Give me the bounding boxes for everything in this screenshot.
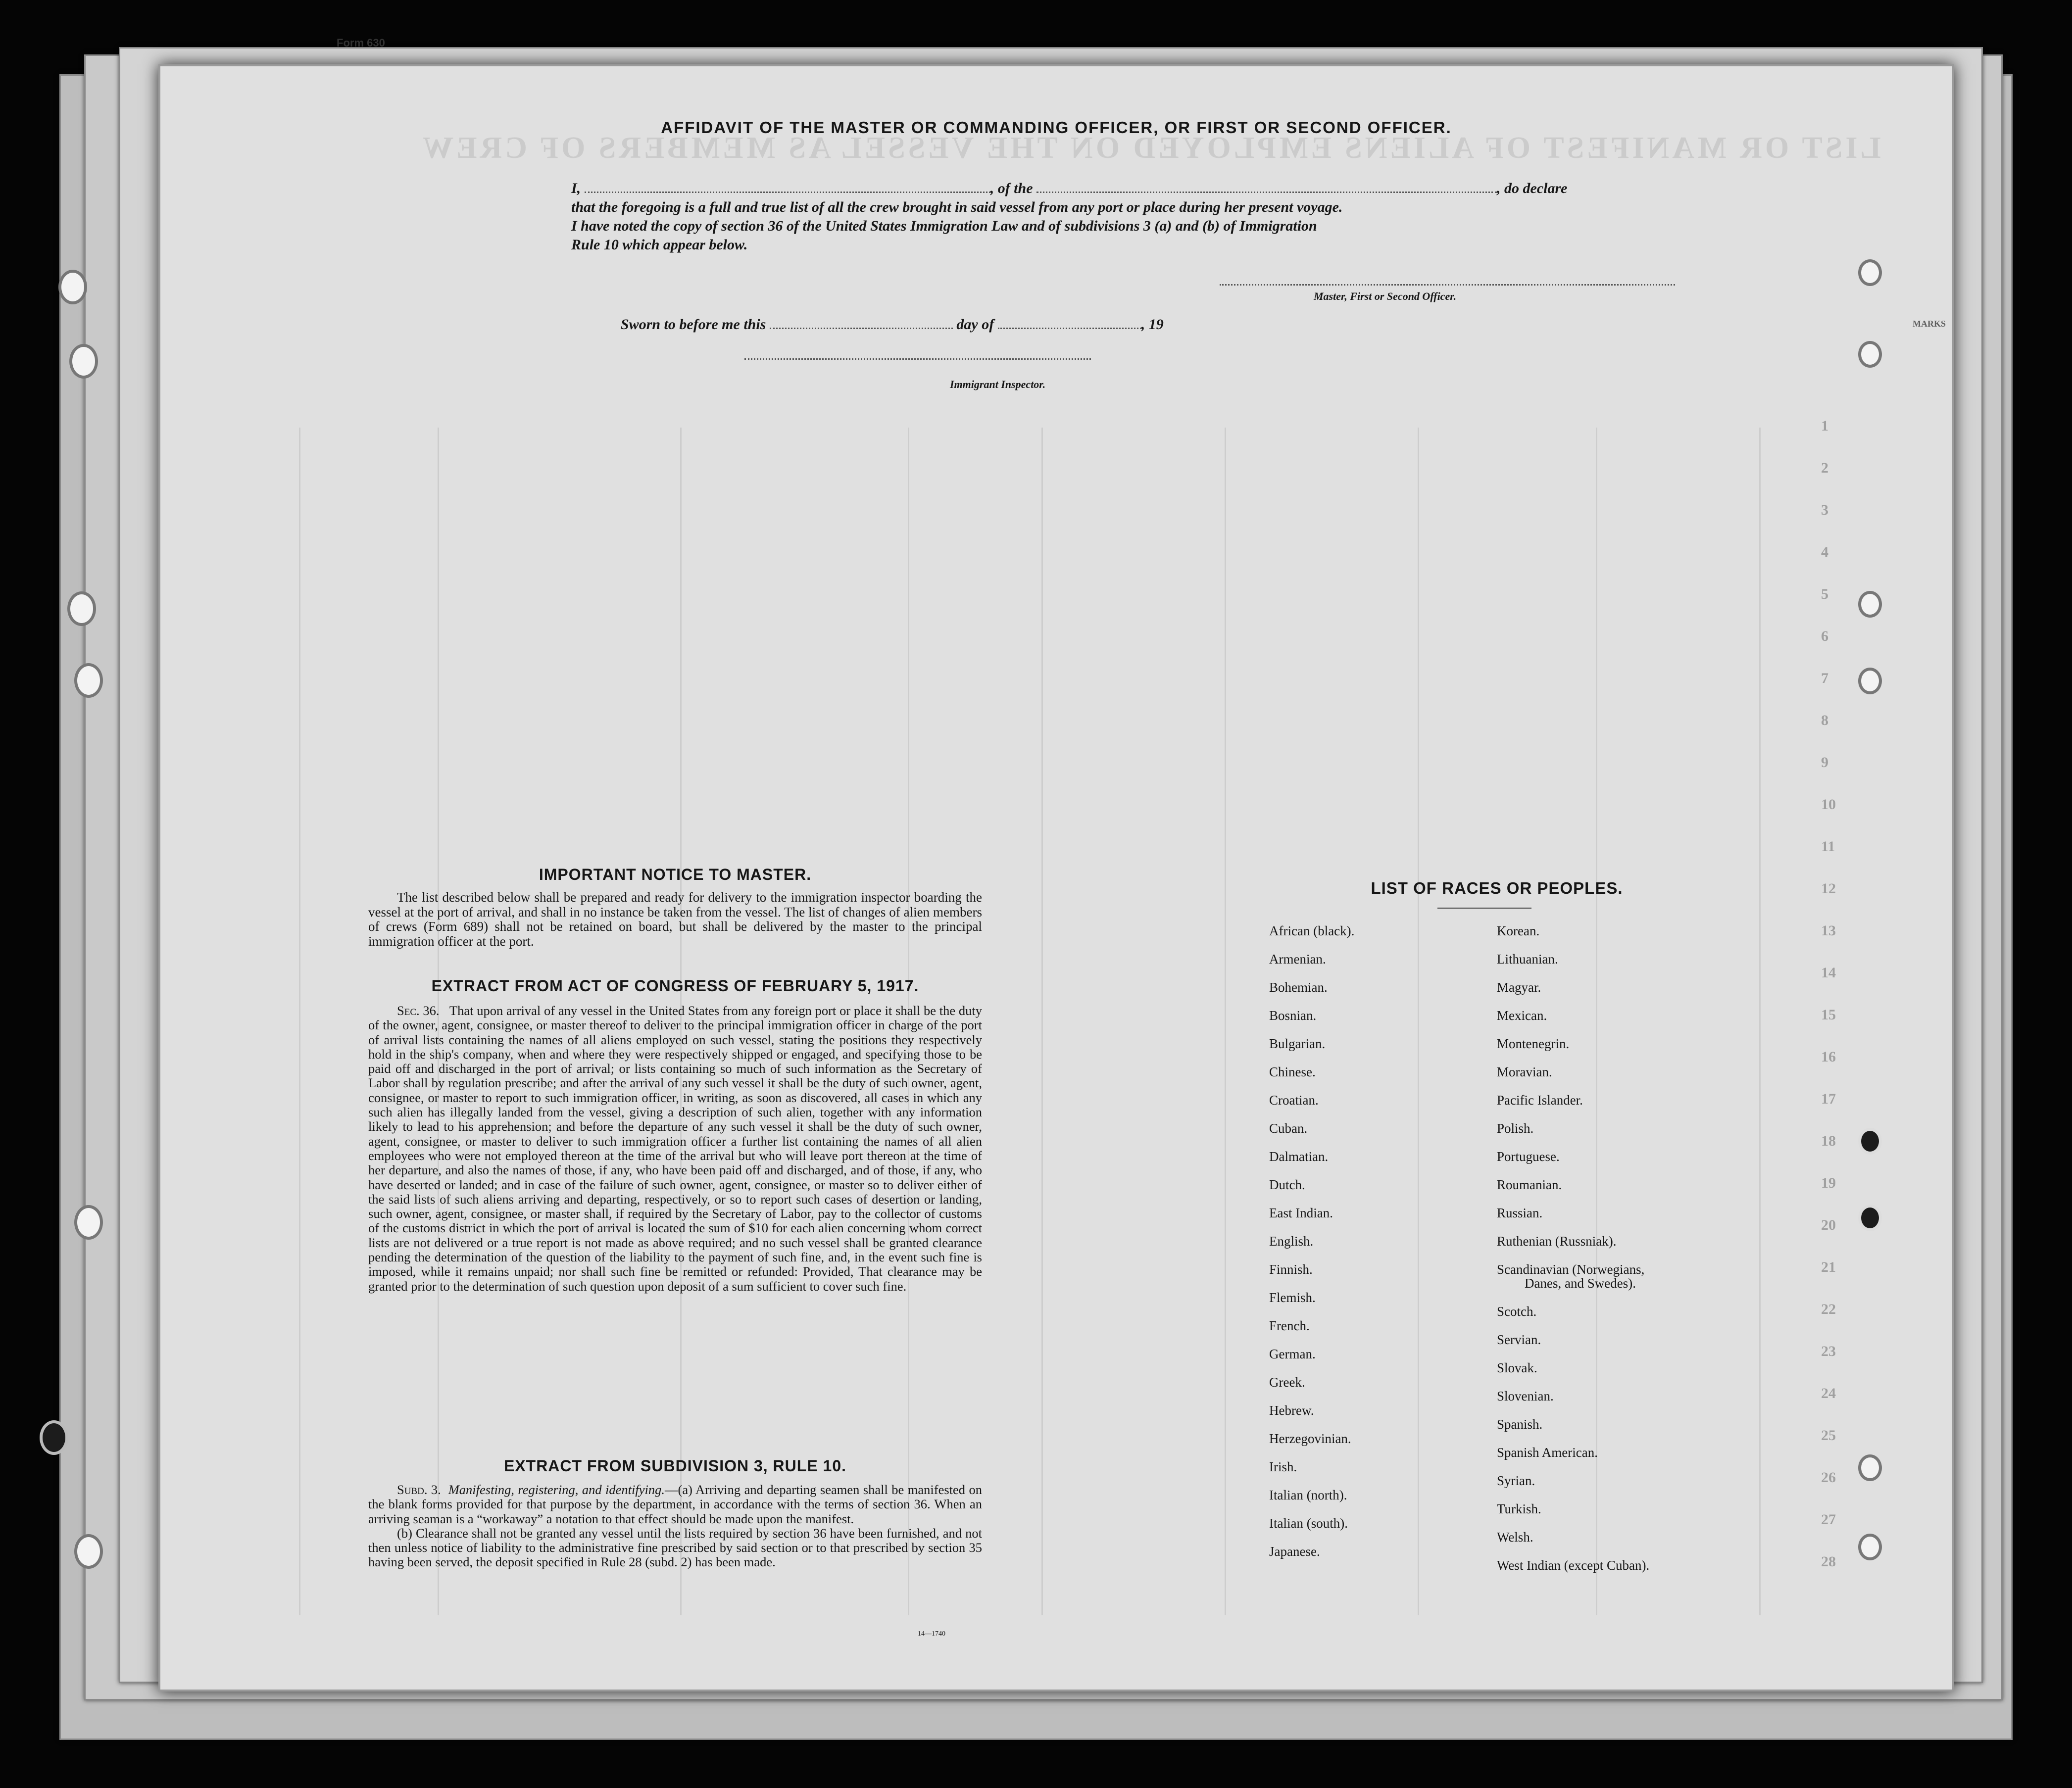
races-title-rule — [1437, 908, 1531, 909]
affidavit-title: AFFIDAVIT OF THE MASTER OR COMMANDING OFFICER, OR FIRST OR SECOND OFFICER. — [661, 118, 1452, 137]
bleed-through-row-number: 4 — [1821, 544, 1828, 560]
bleed-through-row-number: 11 — [1821, 838, 1835, 855]
subd-3-heading: Manifesting, registering, and identifying. — [448, 1482, 665, 1497]
race-item: Croatian. — [1269, 1093, 1319, 1108]
bleed-through-row-number: 16 — [1821, 1049, 1836, 1065]
bleed-through-row-number: 22 — [1821, 1301, 1836, 1317]
bleed-through-rule — [1225, 428, 1226, 1615]
race-item: Mexican. — [1497, 1008, 1547, 1023]
punch-hole — [1858, 1128, 1882, 1155]
bleed-through-rule — [299, 428, 300, 1615]
officer-name-field[interactable] — [585, 192, 990, 193]
race-item: Hebrew. — [1269, 1403, 1314, 1418]
race-item: Bulgarian. — [1269, 1036, 1326, 1051]
section-36-label: Sec. 36. — [397, 1003, 440, 1018]
races-title: LIST OF RACES OR PEOPLES. — [1371, 879, 1623, 897]
bleed-through-rule — [1759, 428, 1761, 1615]
inspector-signature-field[interactable] — [744, 358, 1091, 360]
bleed-through-row-number: 7 — [1821, 670, 1828, 686]
race-item: Pacific Islander. — [1497, 1093, 1583, 1108]
extract-act-text — [368, 1004, 982, 1294]
race-item: Bosnian. — [1269, 1008, 1317, 1023]
race-item: West Indian (except Cuban). — [1497, 1558, 1650, 1573]
subd-3-a-paragraph: —(a) Arriving and departing seamen shall be manifested on the blank forms provided for that purpose by the department, in accordance with the terms of section 36. When an arriving seaman is a “workaway” a notation to that effect should be made upon the manifest. — [368, 1482, 982, 1526]
punch-hole — [1858, 1534, 1882, 1560]
race-item: Scandinavian (Norwegians, — [1497, 1262, 1645, 1277]
master-signature-label: Master, First or Second Officer. — [1314, 290, 1457, 302]
bleed-through-marks: MARKS — [1913, 319, 1946, 329]
bleed-through-title: LIST OR MANIFEST OF ALIENS EMPLOYED ON THE VESSEL AS MEMBERS OF CREW — [420, 131, 1881, 165]
race-item: Magyar. — [1497, 980, 1541, 995]
punch-hole — [74, 1534, 103, 1569]
punch-hole — [1858, 1454, 1882, 1481]
bleed-through-row-number: 5 — [1821, 586, 1828, 602]
bleed-through-rule — [1418, 428, 1419, 1615]
race-item: Spanish. — [1497, 1417, 1543, 1432]
race-item: Roumanian. — [1497, 1177, 1562, 1192]
extract-rule-title: EXTRACT FROM SUBDIVISION 3, RULE 10. — [503, 1457, 847, 1475]
manifest-sheet — [158, 64, 1954, 1691]
notice-paragraph: The list described below shall be prepared and ready for delivery to the immigration inspector boarding the vessel at the port of arrival, and shall in no instance be taken from the vessel. The list of changes of alien members of crews (Form 689) shall not be retained on board, but shall be delivered by the master to the principal immigration officer at the port. — [368, 890, 982, 949]
bleed-through-row-number: 23 — [1821, 1343, 1836, 1359]
race-item: Greek. — [1269, 1375, 1305, 1390]
race-item: Moravian. — [1497, 1064, 1552, 1079]
affidavit-of-the: , of the — [990, 180, 1033, 196]
master-signature-field[interactable] — [1220, 284, 1675, 286]
bleed-through-row-number: 9 — [1821, 754, 1828, 771]
bleed-through-row-number: 26 — [1821, 1469, 1836, 1486]
bleed-through-row-number: 25 — [1821, 1427, 1836, 1444]
affidavit-declaration — [571, 180, 1720, 253]
bleed-through-row-number: 18 — [1821, 1133, 1836, 1149]
race-item: Danes, and Swedes). — [1525, 1276, 1636, 1291]
year-prefix: , 19 — [1141, 316, 1164, 333]
bleed-through-row-number: 1 — [1821, 418, 1828, 434]
race-item: Lithuanian. — [1497, 952, 1558, 966]
race-item: Servian. — [1497, 1332, 1541, 1347]
race-item: Polish. — [1497, 1121, 1534, 1136]
race-item: Montenegrin. — [1497, 1036, 1570, 1051]
sworn-month-field[interactable] — [998, 328, 1141, 329]
day-of-label: day of — [956, 316, 994, 333]
race-item: Syrian. — [1497, 1473, 1535, 1488]
bleed-through-row-number: 10 — [1821, 796, 1836, 813]
subd-3-label: Subd. 3. — [397, 1482, 441, 1497]
bleed-through-row-number: 28 — [1821, 1553, 1836, 1570]
race-item: Scotch. — [1497, 1304, 1537, 1319]
race-item: Cuban. — [1269, 1121, 1308, 1136]
bleed-through-row-number: 3 — [1821, 502, 1828, 518]
punch-hole — [1858, 259, 1882, 286]
race-item: German. — [1269, 1347, 1316, 1361]
form-stamp: Form 630 — [337, 37, 385, 49]
race-item: Italian (south). — [1269, 1516, 1348, 1531]
notice-title: IMPORTANT NOTICE TO MASTER. — [539, 866, 812, 883]
punch-hole — [1858, 1205, 1882, 1231]
punch-hole — [1858, 668, 1882, 694]
punch-hole — [1858, 591, 1882, 618]
race-item: Spanish American. — [1497, 1445, 1598, 1460]
sworn-line — [621, 316, 1164, 333]
section-36-paragraph: That upon arrival of any vessel in the United States from any foreign port or place it shall be the duty of the owner, agent, consignee, or master thereof to deliver to the principal immigration officer in charge of the port of arrival lists containing the names of all aliens employed on such vessel, stating the positions they respectively hold in the ship's company, when and where they were respectively shipped or engaged, and specifying those to be paid off and discharged in the port of arrival; or lists containing so much of such information as the Secretary of Labor shall by regulation prescribe; and after the arrival of any such vessel it shall be the duty of such owner, agent, consignee, or master to report to such immigration officer, in writing, as soon as discovered, all cases in which any such alien has illegally landed from the vessel, giving a description of such alien, together with any information likely to lead to his apprehension; and before the departure of any such vessel it shall be the duty of such owner, agent, consignee, or master to deliver to such immigration officer a further list containing the names of all alien employees who were not employed thereon at the time of the arrival but who will leave port thereon at the time of her departure, and also the names of those, if any, who have been paid off and discharged, and of those, if any, who have deserted or landed; and in case of the failure of such owner, agent, consignee, or master so to deliver either of the said lists of such aliens arriving and departing, respectively, or so to report such cases of desertion or landing, such owner, agent, consignee, or master shall, if required by the Secretary of Labor, pay to the collector of customs of the customs district in which the port of arrival is located the sum of $10 for each alien concerning whom correct lists are not delivered or a true report is not made as above required; and no such vessel shall be granted clearance pending the determination of the question of the liability to the payment of such fine, and, in the event such fine is imposed, while it remains unpaid; nor shall such fine be remitted or refunded: Provided, That clearance may be granted prior to the determination of such question upon deposit of a sum sufficient to cover such fine. — [368, 1003, 983, 1294]
punch-hole — [1858, 341, 1882, 368]
bleed-through-row-number: 21 — [1821, 1259, 1836, 1275]
extract-act-title: EXTRACT FROM ACT OF CONGRESS OF FEBRUARY 5, 1917. — [431, 977, 919, 995]
bleed-through-row-number: 13 — [1821, 922, 1836, 939]
bleed-through-row-number: 2 — [1821, 460, 1828, 476]
notice-text — [368, 890, 982, 949]
bleed-through-row-number: 14 — [1821, 965, 1836, 981]
bleed-through-row-number: 24 — [1821, 1385, 1836, 1401]
race-item: Dalmatian. — [1269, 1149, 1329, 1164]
punch-hole — [67, 591, 96, 626]
bleed-through-rule — [1596, 428, 1597, 1615]
race-item: Finnish. — [1269, 1262, 1313, 1277]
race-item: Italian (north). — [1269, 1488, 1347, 1502]
bleed-through-row-number: 27 — [1821, 1511, 1836, 1528]
punch-hole — [74, 1205, 103, 1240]
bleed-through-row-number: 8 — [1821, 712, 1828, 728]
print-code: 14—1740 — [918, 1630, 945, 1638]
race-item: French. — [1269, 1318, 1310, 1333]
race-item: Armenian. — [1269, 952, 1326, 966]
affidavit-line-1 — [571, 180, 1720, 197]
affidavit-i: I, — [571, 180, 581, 196]
race-item: East Indian. — [1269, 1206, 1333, 1220]
affidavit-do-declare: , do declare — [1497, 180, 1568, 196]
race-item: Portuguese. — [1497, 1149, 1560, 1164]
race-item: Flemish. — [1269, 1290, 1316, 1305]
race-item: Welsh. — [1497, 1530, 1533, 1545]
bleed-through-row-number: 6 — [1821, 628, 1828, 644]
bleed-through-row-number: 20 — [1821, 1217, 1836, 1233]
race-item: Turkish. — [1497, 1501, 1541, 1516]
race-item: Korean. — [1497, 923, 1540, 938]
bleed-through-row-number: 17 — [1821, 1091, 1836, 1107]
punch-hole — [40, 1420, 68, 1455]
race-item: Irish. — [1269, 1459, 1297, 1474]
race-item: English. — [1269, 1234, 1314, 1249]
affidavit-line-2: that the foregoing is a full and true list of all the crew brought in said vessel from any port or place during her present voyage. — [571, 199, 1343, 215]
punch-hole — [69, 344, 98, 379]
race-item: Ruthenian (Russniak). — [1497, 1234, 1617, 1249]
race-item: Japanese. — [1269, 1544, 1320, 1559]
bleed-through-row-number: 19 — [1821, 1175, 1836, 1191]
race-item: African (black). — [1269, 923, 1355, 938]
race-item: Slovak. — [1497, 1360, 1537, 1375]
race-item: Bohemian. — [1269, 980, 1328, 995]
race-item: Slovenian. — [1497, 1389, 1554, 1403]
sworn-day-field[interactable] — [770, 328, 953, 329]
bleed-through-row-number: 12 — [1821, 880, 1836, 897]
affidavit-line-4: Rule 10 which appear below. — [571, 237, 748, 253]
race-item: Russian. — [1497, 1206, 1543, 1220]
bleed-through-row-number: 15 — [1821, 1007, 1836, 1023]
inspector-signature-label: Immigrant Inspector. — [950, 378, 1046, 390]
punch-hole — [74, 663, 103, 698]
affidavit-line-3: I have noted the copy of section 36 of the United States Immigration Law and of subdivisions 3 (a) and (b) of Immigration — [571, 218, 1317, 234]
race-item: Herzegovinian. — [1269, 1431, 1351, 1446]
subd-3-b-paragraph: (b) Clearance shall not be granted any vessel until the lists required by section 36 have been furnished, and not then unless notice of liability to the administrative fine prescribed by said section or to that prescribed by section 35 having been served, the deposit specified in Rule 28 (subd. 2) has been made. — [368, 1525, 982, 1570]
race-item: Chinese. — [1269, 1064, 1316, 1079]
extract-rule-text — [368, 1483, 982, 1570]
punch-hole — [58, 270, 87, 304]
race-item: Dutch. — [1269, 1177, 1305, 1192]
vessel-name-field[interactable] — [1036, 192, 1497, 193]
sworn-label: Sworn to before me this — [621, 316, 766, 333]
bleed-through-rule — [1041, 428, 1043, 1615]
